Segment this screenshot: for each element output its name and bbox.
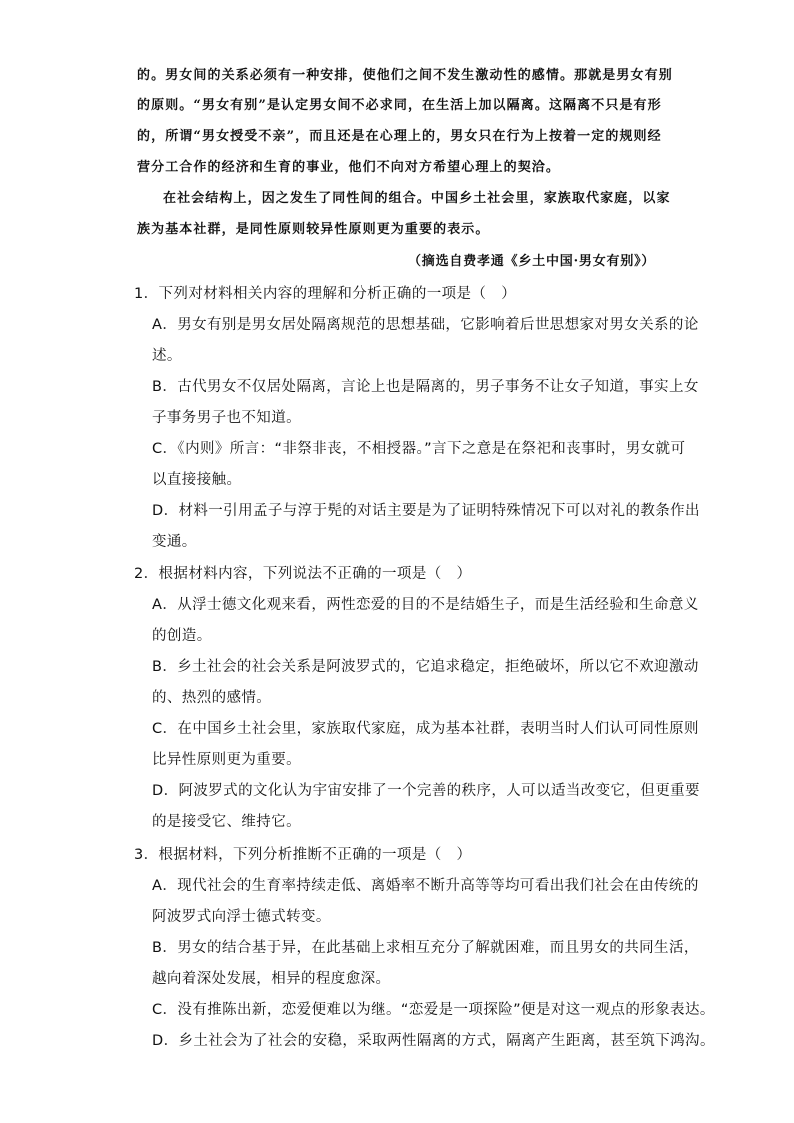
option-b-cont: 子事务男子也不知道。 (152, 410, 301, 426)
question-stem: 3．根据材料，下列分析推断不正确的一项是（ ） (134, 847, 472, 863)
option-c: C．没有推陈出新，恋爱便难以为继。“恋爱是一项探险”便是对这一观点的形象表达。 (152, 1002, 715, 1018)
passage-line: 的原则。“男女有别”是认定男女间不必求同，在生活上加以隔离。这隔离不只是有形 (137, 98, 662, 113)
option-c-cont: 以直接接触。 (152, 472, 242, 488)
option-a: A．男女有别是男女居处隔离规范的思想基础，它影响着后世思想家对男女关系的论 (152, 317, 699, 333)
citation: （摘选自费孝通《乡土中国·男女有别》） (408, 254, 656, 269)
question-stem: 1．下列对材料相关内容的理解和分析正确的一项是（ ） (134, 286, 517, 302)
option-b-cont: 越向着深处发展，相异的程度愈深。 (152, 971, 391, 987)
passage-line: 的，所谓“男女授受不亲”，而且还是在心理上的，男女只在行为上按着一定的规则经 (137, 129, 662, 144)
passage-line: 在社会结构上，因之发生了同性间的组合。中国乡土社会里，家族取代家庭，以家 (163, 191, 671, 206)
option-d-cont: 变通。 (152, 534, 197, 550)
passage-line: 族为基本社群，是同性原则较异性原则更为重要的表示。 (137, 222, 490, 237)
option-d: D．乡土社会为了社会的安稳，采取两性隔离的方式，隔离产生距离，甚至筑下鸿沟。 (152, 1033, 715, 1049)
option-a-cont: 阿波罗式向浮士德式转变。 (152, 909, 331, 925)
option-b: B．古代男女不仅居处隔离，言论上也是隔离的，男子事务不让女子知道，事实上女 (152, 379, 699, 395)
option-d: D．材料一引用孟子与淳于髡的对话主要是为了证明特殊情况下可以对礼的教条作出 (152, 503, 700, 519)
option-a-cont: 的创造。 (152, 628, 212, 644)
option-b: B．男女的结合基于异，在此基础上求相互充分了解就困难，而且男女的共同生活， (152, 940, 699, 956)
passage-line: 营分工合作的经济和生育的事业，他们不向对方希望心理上的契洽。 (137, 160, 561, 175)
option-d-cont: 的是接受它、维持它。 (152, 814, 301, 830)
option-c: C．《内则》所言：“非祭非丧，不相授器。”言下之意是在祭祀和丧事时，男女就可 (152, 441, 686, 457)
option-c-cont: 比异性原则更为重要。 (152, 752, 301, 768)
option-d: D．阿波罗式的文化认为宇宙安排了一个完善的秩序，人可以适当改变它，但更重要 (152, 783, 700, 799)
option-a: A．从浮士德文化观来看，两性恋爱的目的不是结婚生子，而是生活经验和生命意义 (152, 597, 699, 613)
question-stem: 2．根据材料内容，下列说法不正确的一项是（ ） (134, 566, 472, 582)
passage-line: 的。男女间的关系必须有一种安排，使他们之间不发生激动性的感情。那就是男女有别 (137, 68, 673, 83)
option-a: A．现代社会的生育率持续走低、离婚率不断升高等等均可看出我们社会在由传统的 (152, 878, 699, 894)
option-b: B．乡土社会的社会关系是阿波罗式的，它追求稳定，拒绝破坏，所以它不欢迎激动 (152, 659, 699, 675)
option-c: C．在中国乡土社会里，家族取代家庭，成为基本社群，表明当时人们认可同性原则 (152, 721, 699, 737)
option-a-cont: 述。 (152, 348, 182, 364)
option-b-cont: 的、热烈的感情。 (152, 690, 272, 706)
